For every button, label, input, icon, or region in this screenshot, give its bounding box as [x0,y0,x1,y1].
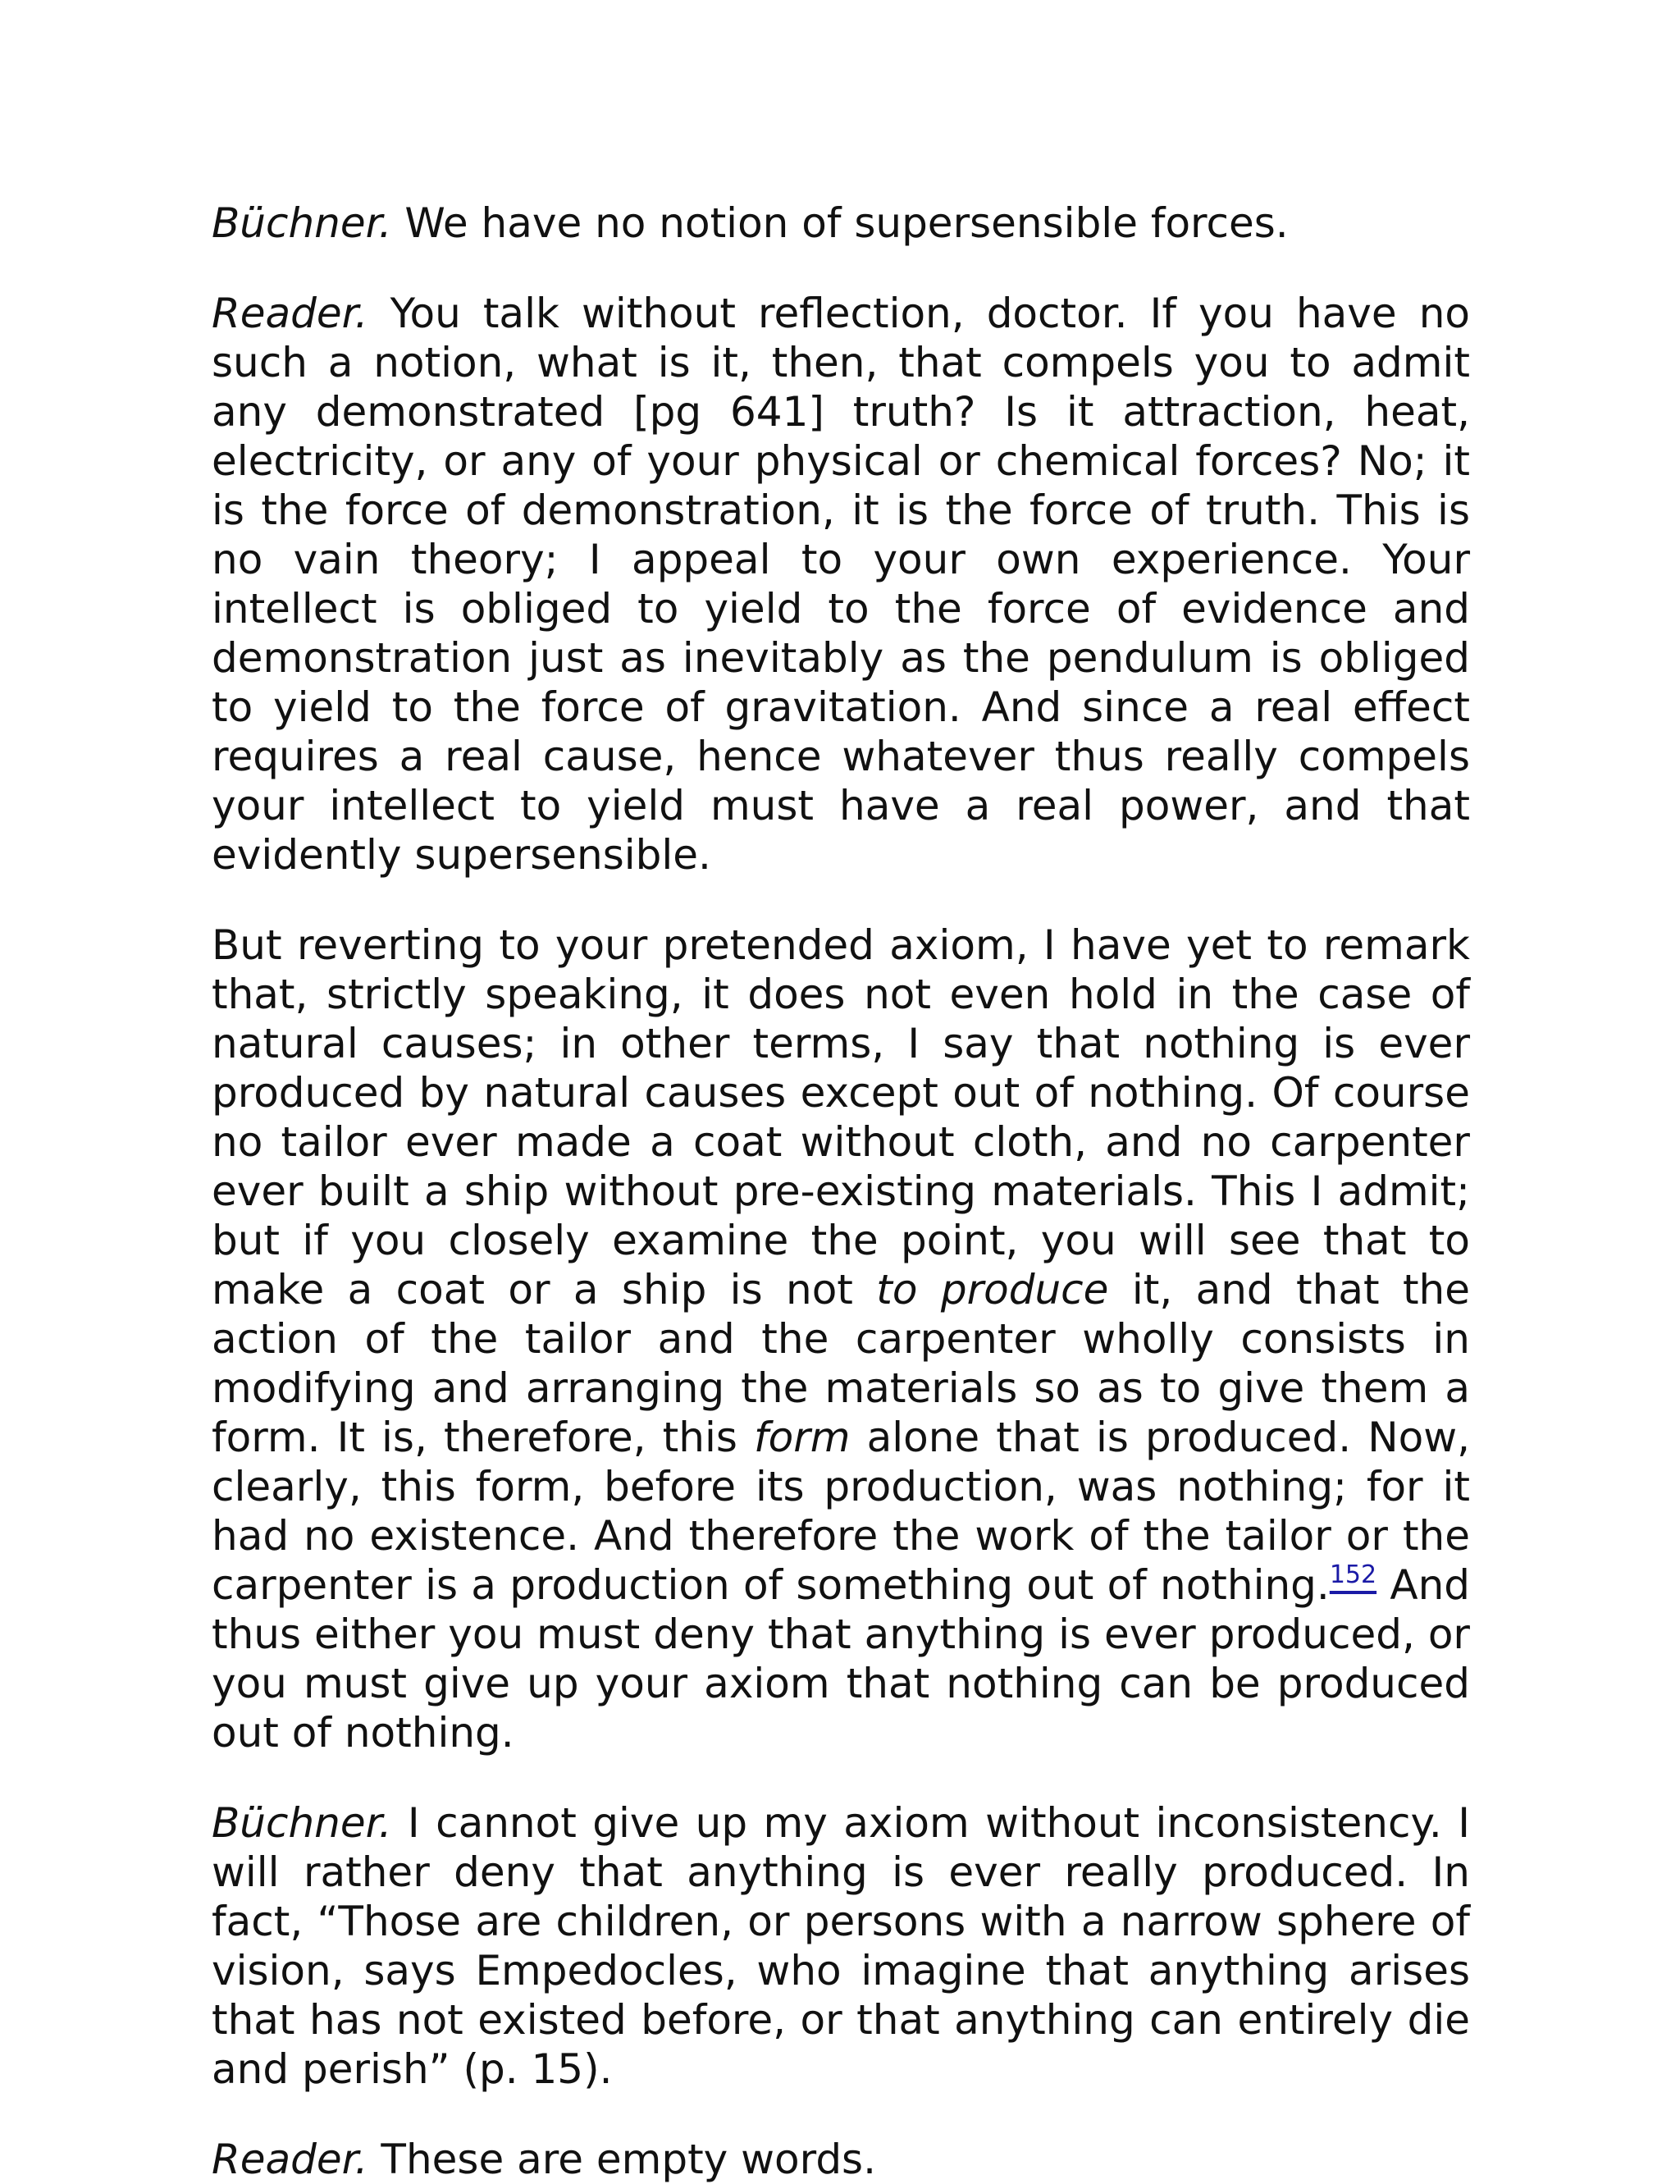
paragraph-buchner-2 [212,1798,1470,2094]
paragraph-text: And thus either you must deny that anything is ever produced, or you must give up your axiom that nothing can be produced out of nothing. [212,1561,1470,1757]
paragraph-reader-2 [212,921,1470,1757]
footnote-link[interactable]: 152 [1329,1560,1377,1590]
emphasis-text: form [754,1414,851,1461]
paragraph-reader-1 [212,289,1470,880]
speaker-label: Büchner. [212,199,392,247]
paragraph-text: it, and that the action of the tailor and the carpenter wholly consists in modifying and arranging the materials so as to give them a form. It is, therefore, this [212,1266,1471,1461]
document-page [212,199,1470,2184]
speaker-label: Reader. [212,290,368,337]
paragraph-text: I cannot give up my axiom without inconsistency. I will rather deny that anything is ever really produced. In fact, “Those are children, or persons with a narrow sphere of vision, says Empedocles, who imagine that anything arises that has not existed before, or that anything can entirely die and perish” (p. 15). [212,1799,1470,2093]
paragraph-buchner-1 [212,199,1470,248]
speaker-label: Büchner. [212,1799,392,1847]
paragraph-text: But reverting to your pretended axiom, I have yet to remark that, strictly speaking, it does not even hold in the case of natural causes; in other terms, I say that nothing is ever produced by natural causes except out of nothing. Of course no tailor ever made a coat without cloth, and no carpenter ever built a ship without pre-existing materials. This I admit; but if you closely examine the point, you will see that to make a coat or a ship is not [212,921,1470,1314]
paragraph-text: These are empty words. [368,2136,876,2183]
speaker-label: Reader. [212,2136,368,2183]
emphasis-text: to produce [876,1266,1109,1314]
paragraph-text: You talk without reflection, doctor. If you have no such a notion, what is it, then, that compels you to admit any demonstrated [pg 641] truth? Is it attraction, heat, electricity, or any of your physical or chemical forces? No; it is the force of demonstration, it is the force of truth. This is no vain theory; I appeal to your own experience. Your intellect is obliged to yield to the force of evidence and demonstration just as inevitably as the pendulum is obliged to yield to the force of gravitation. And since a real effect requires a real cause, hence whatever thus really compels your intellect to yield must have a real power, and that evidently supersensible. [212,290,1470,879]
paragraph-text: We have no notion of supersensible forces. [391,199,1289,247]
paragraph-reader-3 [212,2135,1470,2184]
paragraph-text: alone that is produced. Now, clearly, this form, before its production, was nothing; for it had no existence. And therefore the work of the tailor or the carpenter is a production of something out of nothing. [212,1414,1470,1609]
